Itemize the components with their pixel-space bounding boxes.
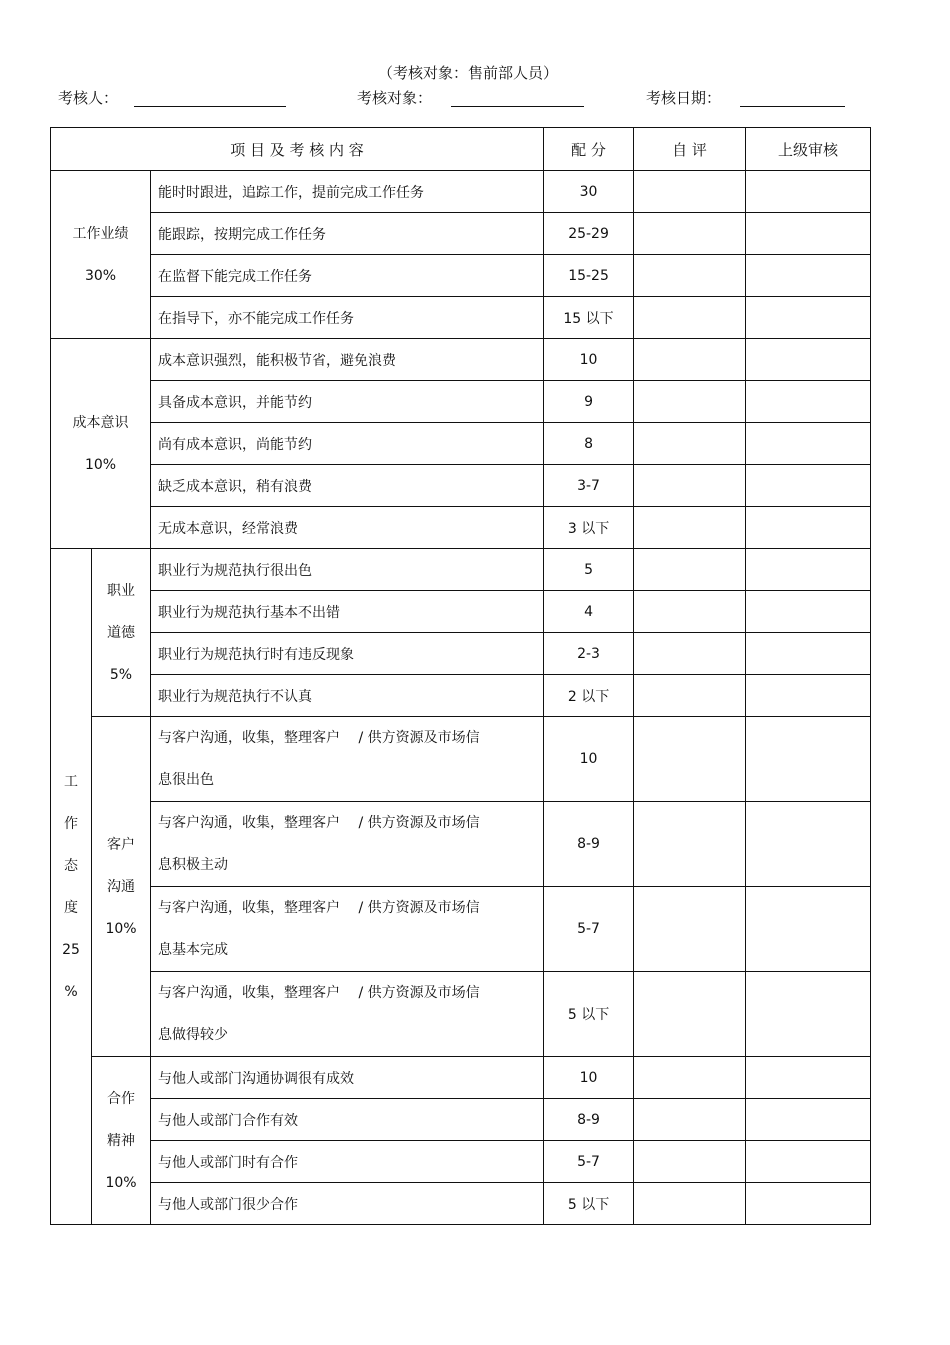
- table-row: [51, 549, 871, 591]
- criterion: 与客户沟通，收集，整理客户 / 供方资源及市场信 息基本完成: [151, 887, 544, 972]
- self-eval-cell[interactable]: [634, 465, 746, 507]
- criterion: 与他人或部门很少合作: [151, 1183, 544, 1225]
- score: 8: [544, 423, 634, 465]
- col-header-self: 自 评: [634, 128, 746, 171]
- score: 15 以下: [544, 297, 634, 339]
- criterion: 职业行为规范执行基本不出错: [151, 591, 544, 633]
- criterion: 在监督下能完成工作任务: [151, 255, 544, 297]
- col-header-content: 项 目 及 考 核 内 容: [51, 128, 544, 171]
- score: 5-7: [544, 1141, 634, 1183]
- criterion: 与客户沟通，收集，整理客户 / 供方资源及市场信 息积极主动: [151, 802, 544, 887]
- score: 3 以下: [544, 507, 634, 549]
- criterion: 在指导下，亦不能完成工作任务: [151, 297, 544, 339]
- supervisor-cell[interactable]: [746, 675, 871, 717]
- criterion: 尚有成本意识，尚能节约: [151, 423, 544, 465]
- supervisor-cell[interactable]: [746, 171, 871, 213]
- self-eval-cell[interactable]: [634, 1099, 746, 1141]
- table-row: [51, 1141, 871, 1183]
- self-eval-cell[interactable]: [634, 171, 746, 213]
- table-row: [51, 591, 871, 633]
- score: 30: [544, 171, 634, 213]
- subcategory-ethics: 职业 道德 5%: [92, 549, 151, 717]
- form-subtitle: （考核对象：售前部人员）: [377, 64, 558, 82]
- col-header-score: 配 分: [544, 128, 634, 171]
- criterion: 与客户沟通，收集，整理客户 / 供方资源及市场信 息很出色: [151, 717, 544, 802]
- criterion: 与他人或部门合作有效: [151, 1099, 544, 1141]
- score: 8-9: [544, 1099, 634, 1141]
- supervisor-cell[interactable]: [746, 633, 871, 675]
- criterion: 职业行为规范执行很出色: [151, 549, 544, 591]
- self-eval-cell[interactable]: [634, 591, 746, 633]
- criterion: 职业行为规范执行时有违反现象: [151, 633, 544, 675]
- self-eval-cell[interactable]: [634, 549, 746, 591]
- supervisor-cell[interactable]: [746, 1099, 871, 1141]
- self-eval-cell[interactable]: [634, 213, 746, 255]
- self-eval-cell[interactable]: [634, 381, 746, 423]
- self-eval-cell[interactable]: [634, 339, 746, 381]
- table-row: [51, 213, 871, 255]
- supervisor-cell[interactable]: [746, 549, 871, 591]
- score: 5 以下: [544, 1183, 634, 1225]
- category-attitude: 工 作 态 度 25 %: [51, 549, 92, 1225]
- criterion: 能跟踪，按期完成工作任务: [151, 213, 544, 255]
- table-row: [51, 802, 871, 887]
- self-eval-cell[interactable]: [634, 717, 746, 802]
- supervisor-cell[interactable]: [746, 1141, 871, 1183]
- self-eval-cell[interactable]: [634, 1057, 746, 1099]
- self-eval-cell[interactable]: [634, 675, 746, 717]
- evaluation-table: [50, 127, 871, 1225]
- supervisor-cell[interactable]: [746, 507, 871, 549]
- supervisor-cell[interactable]: [746, 717, 871, 802]
- table-row: [51, 887, 871, 972]
- target-field[interactable]: [451, 106, 584, 107]
- score: 4: [544, 591, 634, 633]
- score: 10: [544, 339, 634, 381]
- table-row: [51, 717, 871, 802]
- score: 15-25: [544, 255, 634, 297]
- self-eval-cell[interactable]: [634, 802, 746, 887]
- table-row: [51, 339, 871, 381]
- table-row: [51, 675, 871, 717]
- criterion: 与他人或部门时有合作: [151, 1141, 544, 1183]
- self-eval-cell[interactable]: [634, 1183, 746, 1225]
- supervisor-cell[interactable]: [746, 381, 871, 423]
- subcategory-communication: 客户 沟通 10%: [92, 717, 151, 1057]
- table-row: [51, 1183, 871, 1225]
- table-header-row: [51, 128, 871, 171]
- table-row: [51, 255, 871, 297]
- criterion: 无成本意识，经常浪费: [151, 507, 544, 549]
- self-eval-cell[interactable]: [634, 887, 746, 972]
- supervisor-cell[interactable]: [746, 972, 871, 1057]
- supervisor-cell[interactable]: [746, 423, 871, 465]
- self-eval-cell[interactable]: [634, 972, 746, 1057]
- table-row: [51, 633, 871, 675]
- table-row: [51, 465, 871, 507]
- supervisor-cell[interactable]: [746, 1057, 871, 1099]
- score: 5-7: [544, 887, 634, 972]
- self-eval-cell[interactable]: [634, 423, 746, 465]
- supervisor-cell[interactable]: [746, 887, 871, 972]
- target-label: 考核对象：: [357, 89, 433, 107]
- score: 2 以下: [544, 675, 634, 717]
- criterion: 成本意识强烈，能积极节省，避免浪费: [151, 339, 544, 381]
- supervisor-cell[interactable]: [746, 591, 871, 633]
- date-field[interactable]: [740, 106, 845, 107]
- score: 5 以下: [544, 972, 634, 1057]
- table-row: [51, 423, 871, 465]
- score: 5: [544, 549, 634, 591]
- supervisor-cell[interactable]: [746, 465, 871, 507]
- criterion: 与他人或部门沟通协调很有成效: [151, 1057, 544, 1099]
- supervisor-cell[interactable]: [746, 297, 871, 339]
- assessor-field[interactable]: [134, 106, 286, 107]
- table-row: [51, 1057, 871, 1099]
- table-row: [51, 297, 871, 339]
- table-row: [51, 507, 871, 549]
- self-eval-cell[interactable]: [634, 255, 746, 297]
- table-row: [51, 381, 871, 423]
- criterion: 具备成本意识，并能节约: [151, 381, 544, 423]
- criterion: 能时时跟进，追踪工作，提前完成工作任务: [151, 171, 544, 213]
- category-performance: 工作业绩 30%: [51, 171, 151, 339]
- subcategory-teamwork: 合作 精神 10%: [92, 1057, 151, 1225]
- score: 10: [544, 717, 634, 802]
- date-label: 考核日期：: [646, 89, 722, 107]
- supervisor-cell[interactable]: [746, 213, 871, 255]
- col-header-supervisor: 上级审核: [746, 128, 871, 171]
- score: 2-3: [544, 633, 634, 675]
- score: 8-9: [544, 802, 634, 887]
- criterion: 与客户沟通，收集，整理客户 / 供方资源及市场信 息做得较少: [151, 972, 544, 1057]
- criterion: 职业行为规范执行不认真: [151, 675, 544, 717]
- supervisor-cell[interactable]: [746, 1183, 871, 1225]
- score: 9: [544, 381, 634, 423]
- table-row: [51, 972, 871, 1057]
- criterion: 缺乏成本意识，稍有浪费: [151, 465, 544, 507]
- category-cost: 成本意识 10%: [51, 339, 151, 549]
- score: 10: [544, 1057, 634, 1099]
- self-eval-cell[interactable]: [634, 297, 746, 339]
- self-eval-cell[interactable]: [634, 633, 746, 675]
- score: 25-29: [544, 213, 634, 255]
- score: 3-7: [544, 465, 634, 507]
- assessor-label: 考核人：: [58, 89, 119, 107]
- supervisor-cell[interactable]: [746, 339, 871, 381]
- supervisor-cell[interactable]: [746, 255, 871, 297]
- self-eval-cell[interactable]: [634, 1141, 746, 1183]
- self-eval-cell[interactable]: [634, 507, 746, 549]
- table-row: [51, 1099, 871, 1141]
- supervisor-cell[interactable]: [746, 802, 871, 887]
- table-row: [51, 171, 871, 213]
